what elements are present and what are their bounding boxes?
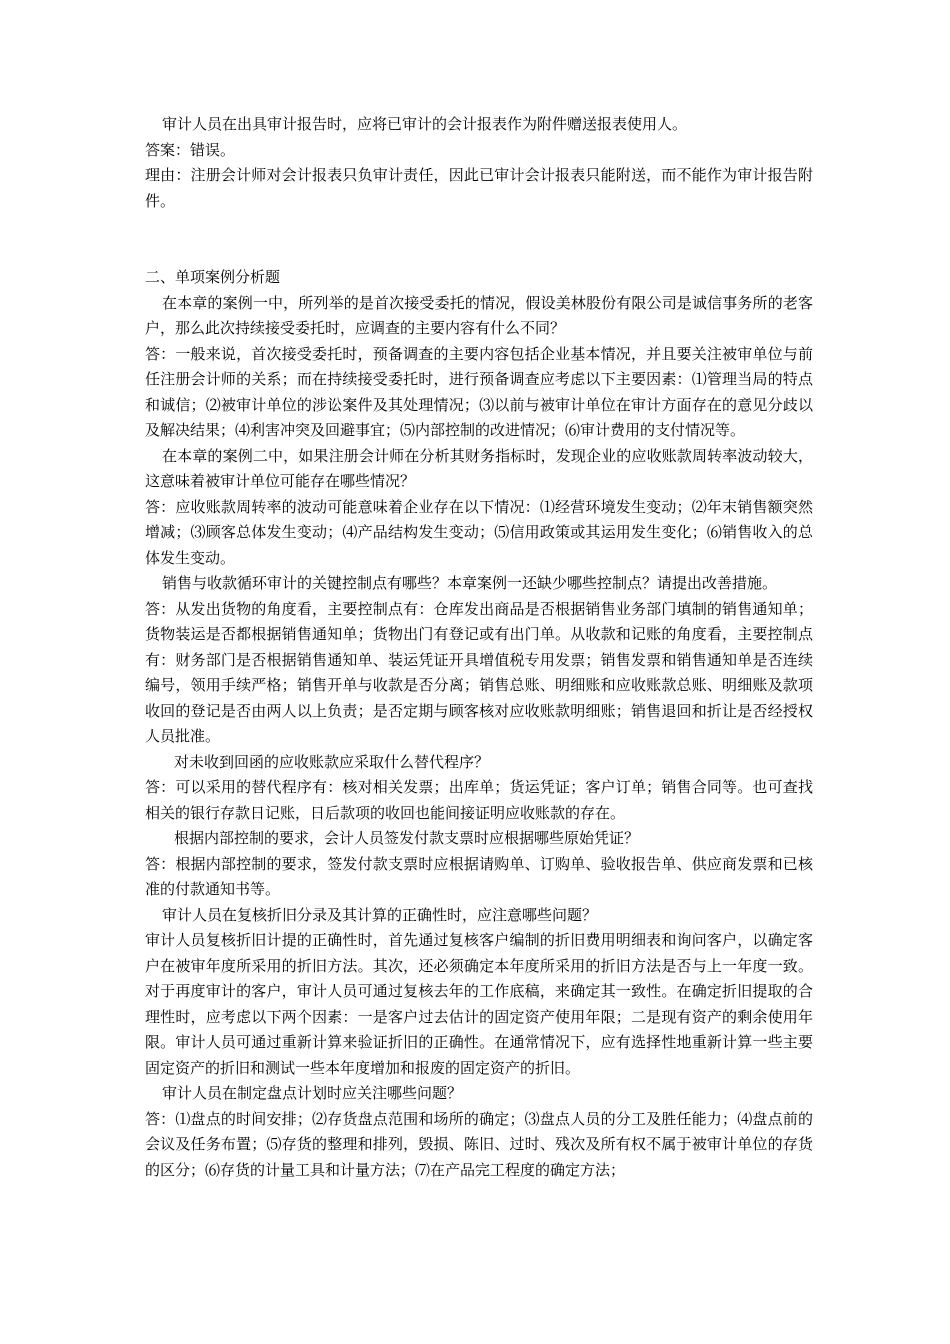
answer-3: 答：应收账款周转率的波动可能意味着企业存在以下情况：⑴经营环境发生变动；⑵年末销售额突然增减；⑶顾客总体发生变动；⑷产品结构发生变动；⑸信用政策或其运用发生变化；⑹销售收入的总体发生变动。	[145, 497, 813, 567]
question-4: 销售与收款循环审计的关键控制点有哪些？本章案例一还缺少哪些控制点？请提出改善措施。	[162, 574, 778, 592]
question-3: 在本章的案例二中，如果注册会计师在分析其财务指标时，发现企业的应收账款周转率波动较大，这意味着被审计单位可能存在哪些情况？	[145, 446, 813, 490]
document-page	[145, 112, 813, 1183]
answer-5: 答：可以采用的替代程序有：核对相关发票；出库单；货运凭证；客户订单；销售合同等。也可查找相关的银行存款日记账，日后款项的收回也能间接证明应收账款的存在。	[145, 778, 813, 822]
question-1: 审计人员在出具审计报告时，应将已审计的会计报表作为附件赠送报表使用人。	[162, 115, 688, 133]
answer-6: 答：根据内部控制的要求，签发付款支票时应根据请购单、订购单、验收报告单、供应商发票和已核准的付款通知书等。	[145, 854, 813, 898]
answer-8: 答：⑴盘点的时间安排；⑵存货盘点范围和场所的确定；⑶盘点人员的分工及胜任能力；⑷盘点前的会议及任务布置；⑸存货的整理和排列，毁损、陈旧、过时、残次及所有权不属于被审计单位的存货的区分；⑹存货的计量工具和计量方法；⑺在产品完工程度的确定方法；	[145, 1109, 813, 1179]
question-5: 对未收到回函的应收账款应采取什么替代程序？	[174, 752, 490, 771]
answer-1-verdict: 答案：错误。	[145, 140, 236, 159]
question-8: 审计人员在制定盘点计划时应关注哪些问题？	[162, 1084, 463, 1102]
section-spacer	[145, 214, 813, 265]
section-2-heading: 二、单项案例分析题	[145, 268, 281, 286]
answer-7: 审计人员复核折旧计提的正确性时，首先通过复核客户编制的折旧费用明细表和询问客户，以确定客户在被审年度所采用的折旧方法。其次，还必须确定本年度所采用的折旧方法是否与上一年度一致。对于再度审计的客户，审计人员可通过复核去年的工作底稿，来确定其一致性。在确定折旧提取的合理性时，应考虑以下两个因素：一是客户过去估计的固定资产使用年限；二是现有资产的剩余使用年限。审计人员可通过重新计算来验证折旧的正确性。在通常情况下，应有选择性地重新计算一些主要固定资产的折旧和测试一些本年度增加和报废的固定资产的折旧。	[145, 931, 813, 1077]
question-6: 根据内部控制的要求，会计人员签发付款支票时应根据哪些原始凭证？	[174, 829, 640, 847]
answer-2: 答：一般来说，首次接受委托时，预备调查的主要内容包括企业基本情况，并且要关注被审单位与前任注册会计师的关系；而在持续接受委托时，进行预备调查应考虑以下主要因素：⑴管理当局的特点和诚信；⑵被审计单位的涉讼案件及其处理情况；⑶以前与被审计单位在审计方面存在的意见分歧以及解决结果；⑷利害冲突及回避事宜；⑸内部控制的改进情况；⑹审计费用的支付情况等。	[145, 344, 813, 439]
answer-1-reason: 理由：注册会计师对会计报表只负审计责任，因此已审计会计报表只能附送，而不能作为审计报告附件。	[145, 166, 813, 210]
question-7: 审计人员在复核折旧分录及其计算的正确性时，应注意哪些问题？	[162, 905, 598, 924]
answer-4: 答：从发出货物的角度看，主要控制点有：仓库发出商品是否根据销售业务部门填制的销售通知单；货物装运是否都根据销售通知单；货物出门有登记或有出门单。从收款和记账的角度看，主要控制点有：财务部门是否根据销售通知单、装运凭证开具增值税专用发票；销售发票和销售通知单是否连续编号，领用手续严格；销售开单与收款是否分离；销售总账、明细账和应收账款总账、明细账及款项收回的登记是否由两人以上负责；是否定期与顾客核对应收账款明细账；销售退回和折让是否经授权人员批准。	[145, 599, 813, 745]
question-2: 在本章的案例一中，所列举的是首次接受委托的情况，假设美林股份有限公司是诚信事务所的老客户，那么此次持续接受委托时，应调查的主要内容有什么不同？	[145, 293, 813, 337]
